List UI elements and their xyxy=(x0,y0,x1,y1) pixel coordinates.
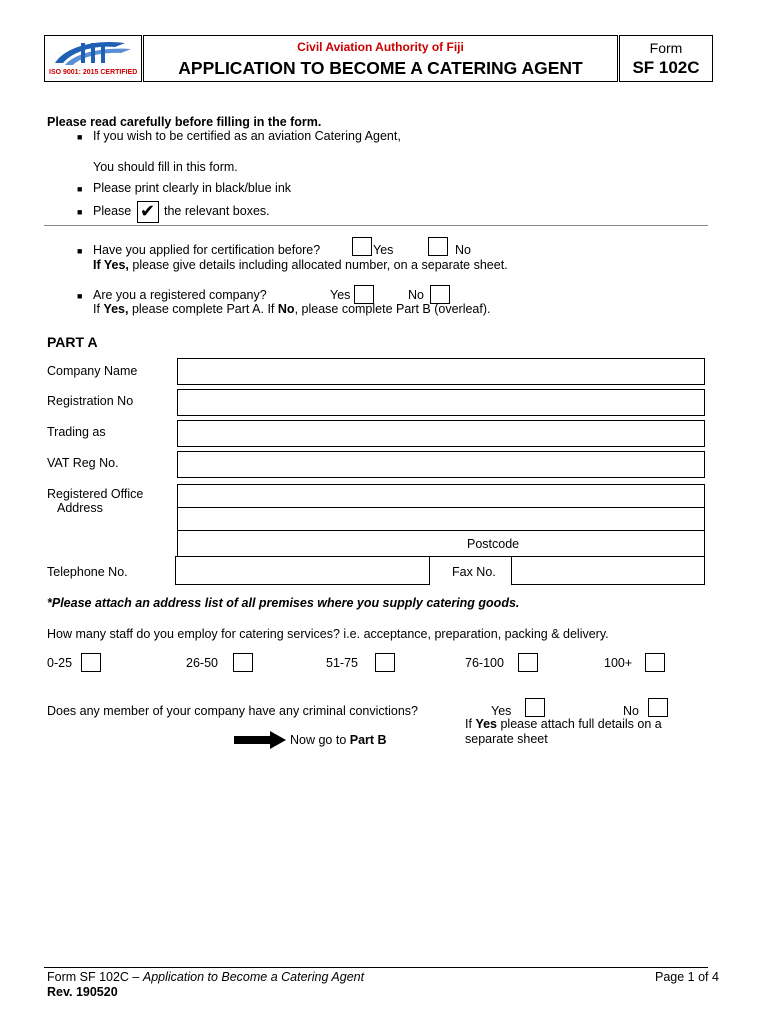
criminal-note-line2: separate sheet xyxy=(465,732,548,746)
criminal-yes-checkbox[interactable] xyxy=(525,698,545,717)
criminal-yes-label: Yes xyxy=(491,704,512,718)
vat-reg-field[interactable] xyxy=(177,451,705,478)
staff-option-76-100-label: 76-100 xyxy=(465,656,504,670)
trading-as-label: Trading as xyxy=(47,425,106,439)
q2-yes-label: Yes xyxy=(330,288,351,302)
trading-as-field[interactable] xyxy=(177,420,705,447)
q1-yes-label: Yes xyxy=(373,243,394,257)
part-a-title: PART A xyxy=(47,334,98,350)
q1-yes-checkbox[interactable] xyxy=(352,237,372,256)
q1-no-checkbox[interactable] xyxy=(428,237,448,256)
company-name-field[interactable] xyxy=(177,358,705,385)
footer-form-ref: Form SF 102C – Application to Become a Catering Agent xyxy=(47,970,365,984)
form-title: APPLICATION TO BECOME A CATERING AGENT xyxy=(178,58,583,78)
telephone-field[interactable] xyxy=(175,556,430,585)
staff-option-0-25-label: 0-25 xyxy=(47,656,73,670)
authority-name: Civil Aviation Authority of Fiji xyxy=(297,40,464,54)
bullet-icon: ■ xyxy=(77,184,83,194)
staff-option-51-75-checkbox[interactable] xyxy=(375,653,395,672)
criminal-no-checkbox[interactable] xyxy=(648,698,668,717)
fax-field[interactable] xyxy=(511,556,705,585)
logo-box xyxy=(44,35,142,82)
q2-text: Are you a registered company? xyxy=(93,288,267,302)
staff-option-0-25-checkbox[interactable] xyxy=(81,653,101,672)
staff-option-26-50-checkbox[interactable] xyxy=(233,653,253,672)
arrow-right-icon xyxy=(234,731,286,749)
instruction-3-post: the relevant boxes. xyxy=(164,204,270,218)
fax-label: Fax No. xyxy=(452,565,496,579)
form-label: Form xyxy=(649,40,683,56)
example-tick-box xyxy=(137,201,159,223)
footer-page: Page 1 of 4 xyxy=(655,970,719,984)
vat-reg-label: VAT Reg No. xyxy=(47,456,119,470)
q2-no-label: No xyxy=(408,288,424,302)
title-box xyxy=(143,35,618,82)
instruction-2: Please print clearly in black/blue ink xyxy=(93,181,292,195)
attach-note: *Please attach an address list of all premises where you supply catering goods. xyxy=(47,596,520,610)
caaf-logo-icon xyxy=(45,37,141,69)
q1-note: If Yes, please give details including allocated number, on a separate sheet. xyxy=(93,258,508,272)
company-name-label: Company Name xyxy=(47,364,138,378)
staff-option-76-100-checkbox[interactable] xyxy=(518,653,538,672)
criminal-note: If Yes please attach full details on a xyxy=(465,717,662,731)
form-code-box xyxy=(619,35,713,82)
instructions-heading: Please read carefully before filling in the form. xyxy=(47,115,322,129)
staff-question: How many staff do you employ for catering services? i.e. acceptance, preparation, packing & delivery. xyxy=(47,627,609,641)
staff-option-26-50-label: 26-50 xyxy=(186,656,218,670)
bullet-icon: ■ xyxy=(77,207,83,217)
telephone-label: Telephone No. xyxy=(47,565,128,579)
instruction-3-pre: Please xyxy=(93,204,132,218)
footer-divider xyxy=(44,967,708,968)
staff-option-51-75-label: 51-75 xyxy=(326,656,358,670)
q1-text: Have you applied for certification before? xyxy=(93,243,321,257)
staff-option-100-plus-label: 100+ xyxy=(604,656,633,670)
iso-badge: ISO 9001: 2015 CERTIFIED xyxy=(49,69,138,76)
instruction-1: If you wish to be certified as an aviation Catering Agent, xyxy=(93,129,401,143)
bullet-icon: ■ xyxy=(77,291,83,301)
bullet-icon: ■ xyxy=(77,132,83,142)
registration-no-field[interactable] xyxy=(177,389,705,416)
criminal-no-label: No xyxy=(623,704,639,718)
q1-no-label: No xyxy=(455,243,471,257)
registered-office-label: Registered Office xyxy=(47,487,144,501)
footer-rev: Rev. 190520 xyxy=(47,985,118,999)
q2-note: If Yes, please complete Part A. If No, please complete Part B (overleaf). xyxy=(93,302,491,316)
address-label: Address xyxy=(57,501,103,515)
postcode-label: Postcode xyxy=(467,537,520,551)
now-go-to-part-b: Now go to Part B xyxy=(290,733,387,747)
bullet-icon: ■ xyxy=(77,246,83,256)
form-code: SF 102C xyxy=(632,58,700,77)
registration-no-label: Registration No xyxy=(47,394,134,408)
divider xyxy=(44,225,708,226)
postcode-field[interactable] xyxy=(177,530,705,557)
checkmark-icon: ✔ xyxy=(140,201,156,221)
staff-option-100-plus-checkbox[interactable] xyxy=(645,653,665,672)
criminal-question: Does any member of your company have any criminal convictions? xyxy=(47,704,419,718)
instruction-1-cont: You should fill in this form. xyxy=(93,160,238,174)
